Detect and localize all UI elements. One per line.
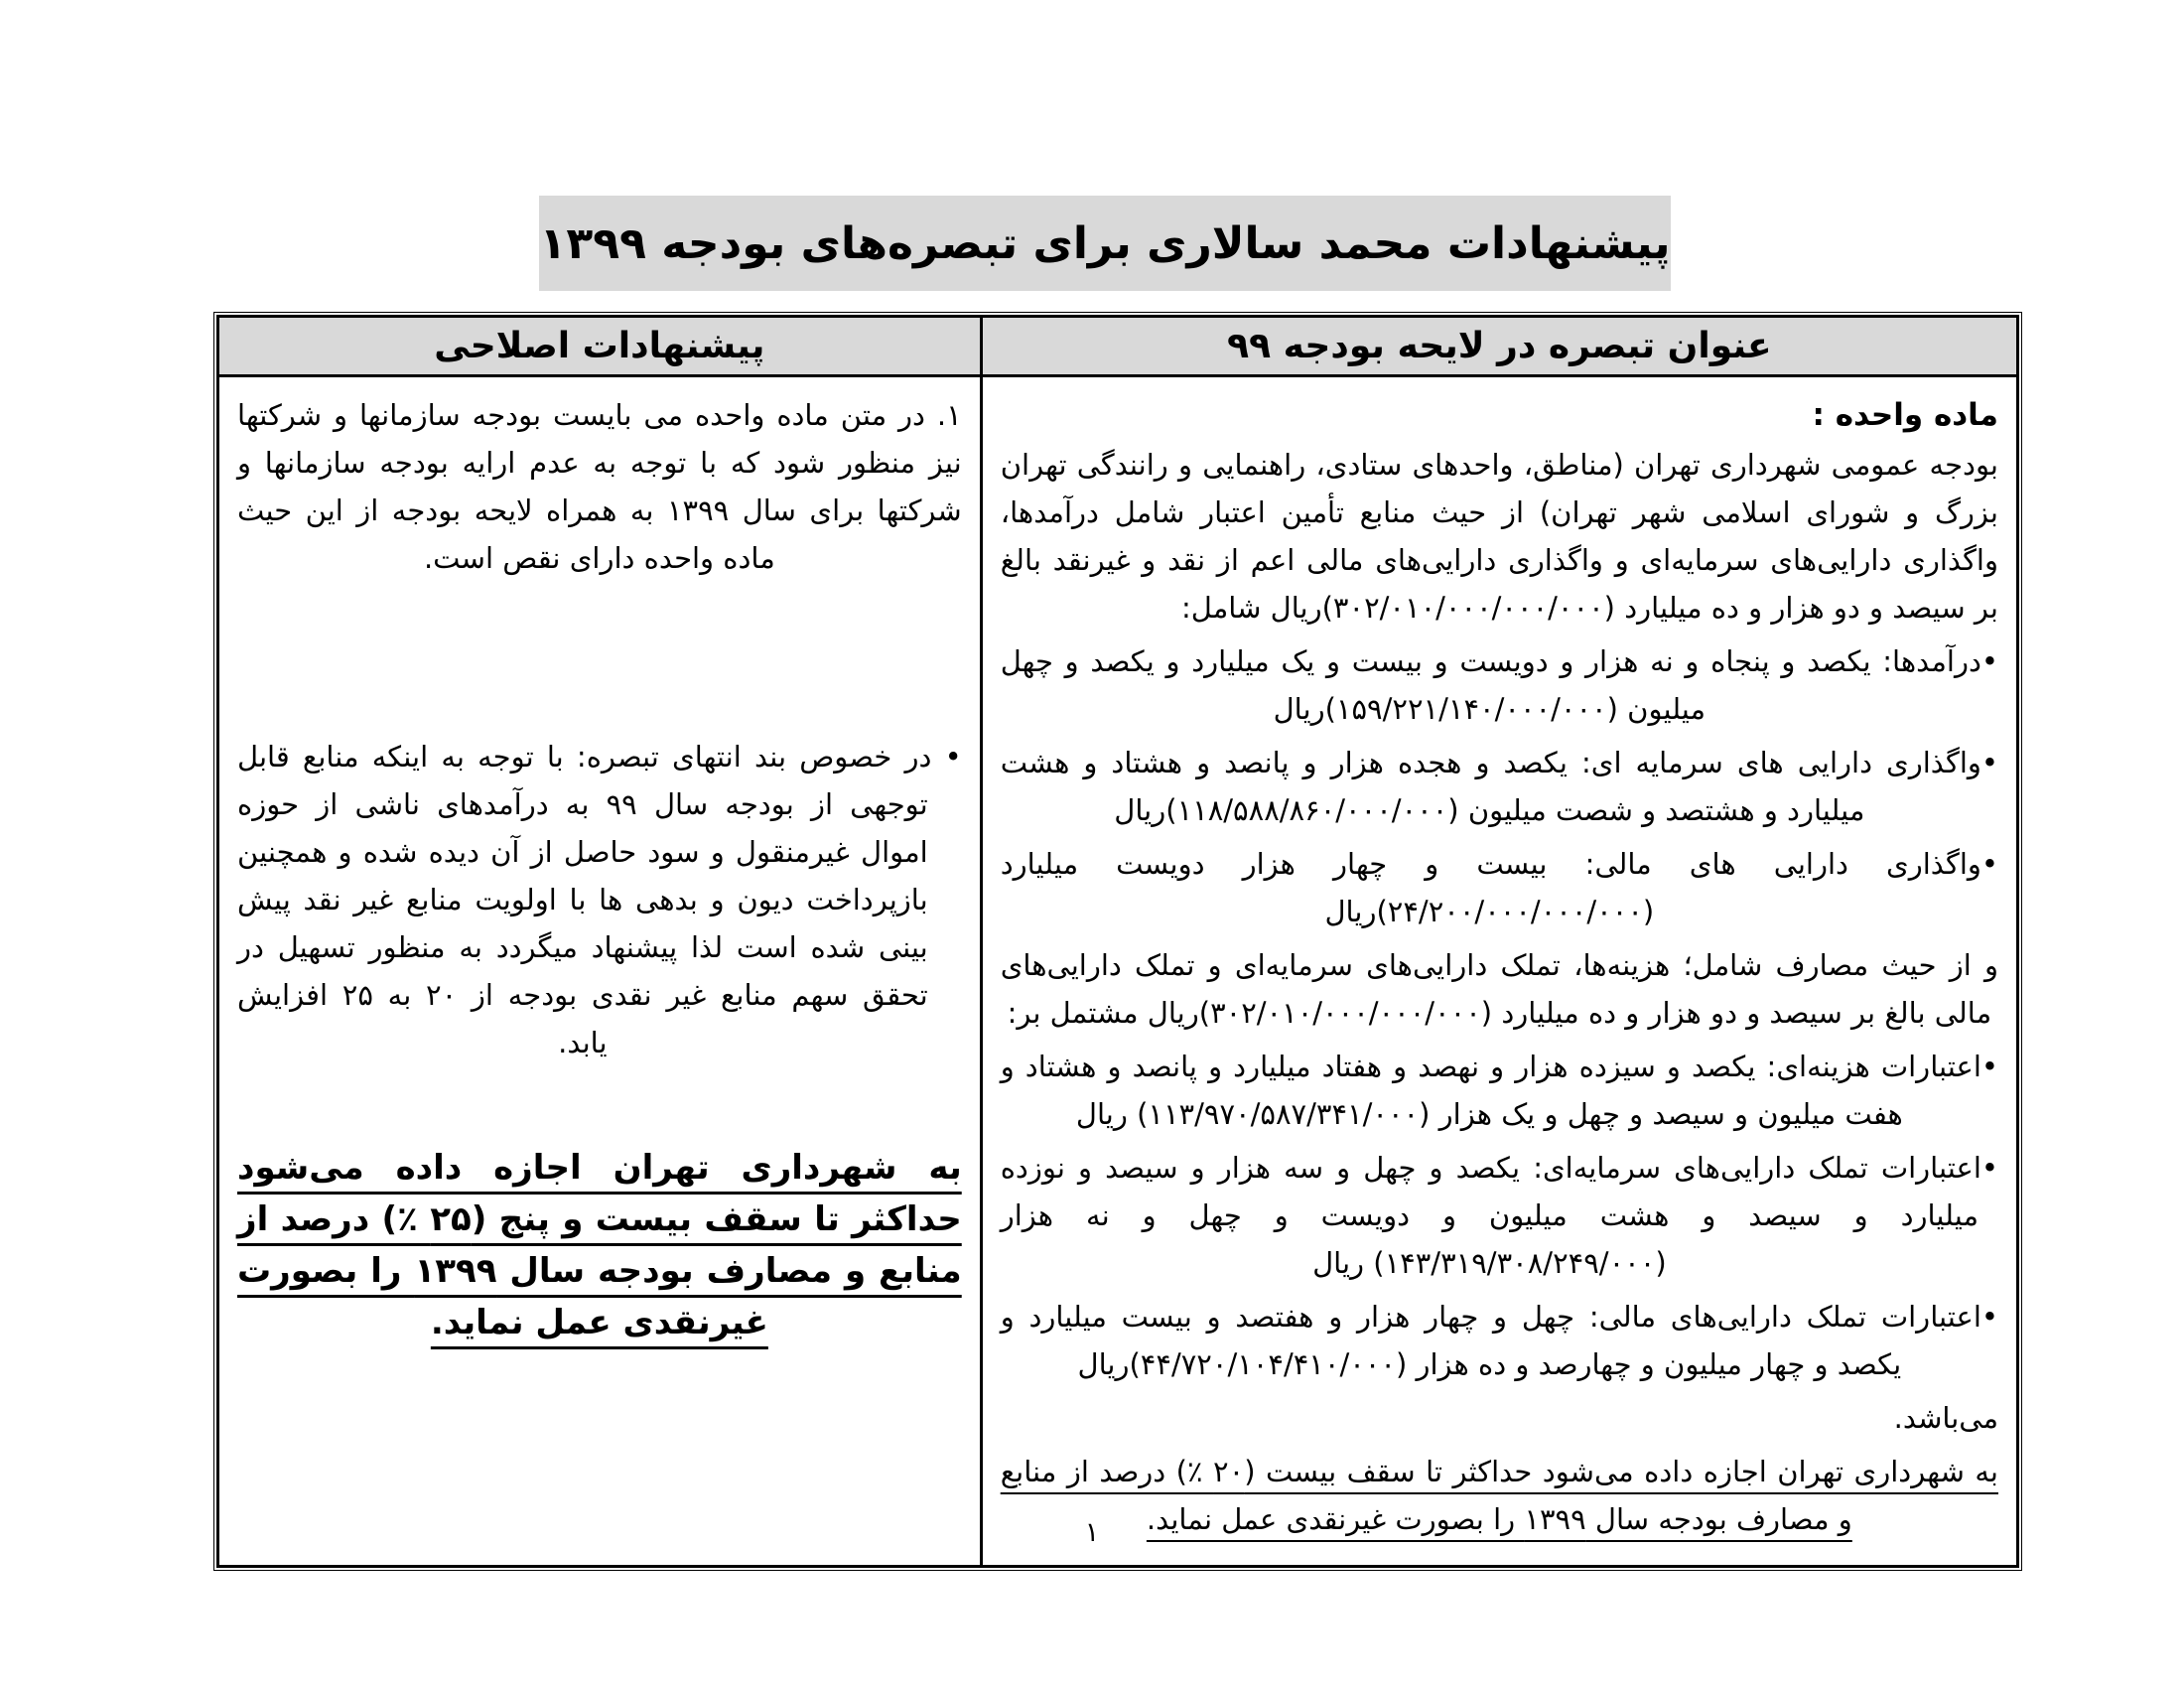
clause-cell bbox=[981, 376, 2017, 1567]
clause-expense-bullet-current: •اعتبارات هزینه‌ای: یکصد و سیزده هزار و نهصد و هفتاد میلیارد و پانصد و هشتاد و هفت میلیون و سیصد و چهل و یک هزار (۱۱۳/۹۷۰/۵۸۷/۳۴۱/۰۰۰) ریال bbox=[1000, 1050, 1998, 1131]
clause-source-bullet-financial-assets: •واگذاری دارایی های مالی: بیست و چهار هزار دویست میلیارد (۲۴/۲۰۰/۰۰۰/۰۰۰/۰۰۰)ریال bbox=[1000, 847, 1998, 928]
proposal-item-25-percent-emphasis: به شهرداری تهران اجازه داده می‌شود حداکثر تا سقف بیست و پنج (۲۵ ٪) درصد از منابع و مصارف بودجه سال ۱۳۹۹ را بصورت غیرنقدی عمل نماید. bbox=[237, 1148, 962, 1342]
clause-expense-bullet-capital: •اعتبارات تملک دارایی‌های سرمایه‌ای: یکصد و چهل و سه هزار و سیصد و نوزده میلیارد و سیصد و هشت میلیون و دویست و چهل و نه هزار (۱۴۳/۳۱۹/۳۰۸/۲۴۹/۰۰۰) ریال bbox=[1000, 1151, 1998, 1280]
clause-intro-paragraph: بودجه عمومی شهرداری تهران (مناطق، واحدهای ستادی، راهنمایی و رانندگی تهران بزرگ و شورای اسلامی شهر تهران) از حیث منابع تأمین اعتبار شامل درآمدها، واگذاری دارایی‌های سرمایه‌ای و واگذاری دارایی‌های مالی اعم از نقد و غیرنقد بالغ بر سیصد و دو هزار و ده میلیارد (۳۰۲/۰۱۰/۰۰۰/۰۰۰/۰۰۰)ریال شامل: bbox=[1000, 448, 1998, 625]
clause-source-bullet-revenues: •درآمدها: یکصد و پنجاه و نه هزار و دویست و بیست و یک میلیارد و یکصد و چهل میلیون (۱۵۹/۲۲۱/۱۴۰/۰۰۰/۰۰۰)ریال bbox=[1000, 644, 1998, 726]
comparison-table bbox=[213, 312, 2022, 1571]
clause-expense-bullet-financial: •اعتبارات تملک دارایی‌های مالی: چهل و چهار هزار و هفتصد و بیست میلیارد و یکصد و چهار میلیون و چهارصد و ده هزار (۴۴/۷۲۰/۱۰۴/۴۱۰/۰۰۰)ریال bbox=[1000, 1300, 1998, 1381]
header-clause-title: عنوان تبصره در لایحه بودجه ۹۹ bbox=[981, 317, 2017, 376]
header-amendment-proposals: پیشنهادات اصلاحی bbox=[218, 317, 982, 376]
proposal-item-noncash-share-increase: • در خصوص بند انتهای تبصره: با توجه به اینکه منابع قابل توجهی از بودجه سال ۹۹ به درآمدهای ناشی از حوزه اموال غیرمنقول و سود حاصل از آن دیده شده و همچنین بازپرداخت دیون و بدهی ها با اولویت منابع غیر نقد پیش بینی شده است لذا پیشنهاد میگردد به منظور تسهیل در تحقق سهم منابع غیر نقدی بودجه از ۲۰ به ۲۵ افزایش یابد. bbox=[237, 740, 962, 1059]
clause-noncash-permission-note: به شهرداری تهران اجازه داده می‌شود حداکثر تا سقف بیست (۲۰ ٪) درصد از منابع و مصارف بودجه سال ۱۳۹۹ را بصورت غیرنقدی عمل نماید. bbox=[1000, 1455, 1998, 1536]
proposals-cell bbox=[218, 376, 982, 1567]
document-title: پیشنهادات محمد سالاری برای تبصره‌های بودجه ۱۳۹۹ bbox=[539, 196, 1671, 291]
table-header-row bbox=[218, 317, 2018, 376]
table-body-row bbox=[218, 376, 2018, 1567]
budget-comparison-table bbox=[216, 315, 2019, 1568]
page-number: ۱ bbox=[1084, 1517, 1100, 1548]
clause-source-bullet-capital-assets: •واگذاری دارایی های سرمایه ای: یکصد و هجده هزار و پانصد و هشتاد و هشت میلیارد و هشتصد و شصت میلیون (۱۱۸/۵۸۸/۸۶۰/۰۰۰/۰۰۰)ریال bbox=[1000, 746, 1998, 827]
clause-closing-line: می‌باشد. bbox=[1893, 1401, 1998, 1435]
clause-heading: ماده واحده : bbox=[1812, 397, 1998, 433]
clause-uses-paragraph: و از حیث مصارف شامل؛ هزینه‌ها، تملک دارایی‌های سرمایه‌ای و تملک دارایی‌های مالی بالغ بر سیصد و دو هزار و ده میلیارد (۳۰۲/۰۱۰/۰۰۰/۰۰۰/۰۰۰)ریال مشتمل بر: bbox=[1000, 948, 1998, 1030]
proposal-item-organizations-budget: ۱. در متن ماده واحده می بایست بودجه سازمانها و شرکتها نیز منظور شود که با توجه به عدم ارایه بودجه سازمانها و شرکتها برای سال ۱۳۹۹ به همراه لایحه بودجه از این حیث ماده واحده دارای نقص است. bbox=[237, 398, 962, 575]
